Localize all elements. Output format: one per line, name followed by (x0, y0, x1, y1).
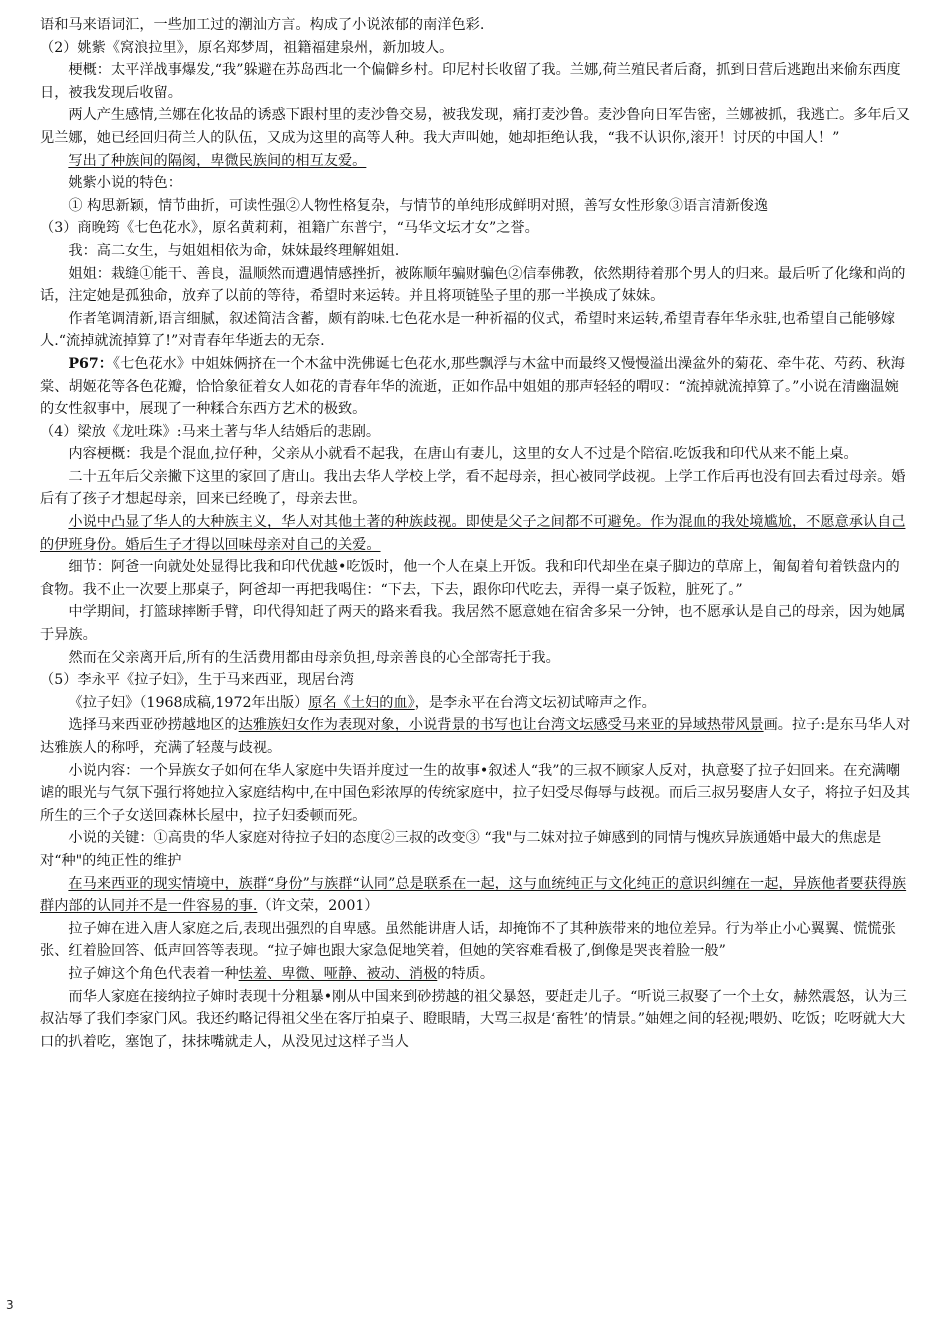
underlined-text: 达雅族妇女作为表现对象，小说背景的书写也让台湾文坛感受马来亚的异域热带风景 (238, 717, 764, 734)
paragraph: 小说内容：一个异族女子如何在华人家庭中失语并度过一生的故事•叙述人“我”的三叔不顾家人反对，执意娶了拉子妇回来。在充满嘲谑的眼光与气氛下强行将她拉入家庭结构中,在中国色彩浓厚的传统家庭中，拉子妇受尽侮辱与歧视。而后三叔另娶唐人女子，将拉子妇及其所生的三个子女送回森林长屋中，拉子妇委顿而死。 (40, 762, 910, 824)
section-heading-4: （4）梁放《龙吐珠》:马来土著与华人结婚后的悲剧。 (40, 423, 381, 440)
paragraph: 梗概：太平洋战事爆发,“我”躲避在苏岛西北一个偏僻乡村。印尼村长收留了我。兰娜,荷兰殖民者后裔，抓到日营后逃跑出来偷东西度日，被我发现后收留。 (40, 62, 901, 101)
paragraph: 细节：阿爸一向就处处显得比我和印代优越•吃饭时，他一个人在桌上开饭。我和印代却坐在桌子脚边的草席上，匍匐着旬着铁盘内的食物。我不止一次要上那桌子，阿爸却一再把我喝住：“下去，下去，跟你印代吃去，弄得一桌子饭粒，脏死了。” (40, 559, 900, 598)
paragraph (40, 714, 912, 759)
underlined-text: 怯羞、卑微、哑静、被动、消极 (238, 965, 438, 982)
section-heading-3: （3）商晚筠《七色花水》，原名黄莉莉，祖籍广东普宁，“马华文坛才女”之誉。 (40, 220, 539, 237)
paragraph (40, 873, 912, 918)
paragraph: 我：高二女生，与姐姐相依为命，妹妹最终理解姐姐. (68, 242, 400, 259)
paragraph-text: 的特质。 (437, 965, 495, 982)
paragraph: 内容梗概：我是个混血,拉仔种，父亲从小就看不起我，在唐山有妻儿，这里的女人不过是个陪宿.吃饭我和印代从来不能上桌。 (68, 446, 858, 463)
underlined-text: 写出了种族间的隔阂，卑微民族间的相互友爱。 (68, 152, 367, 169)
underlined-text: 在马来西亚的现实情境中，族群“身份”与族群“认同”总是联系在一起，这与血统纯正与文化纯正的意识纠缠在一起，异族他者要获得族群内部的认同并不是一件容易的事. (40, 875, 907, 915)
section-heading-5: （5）李永平《拉子妇》，生于马来西亚，现居台湾 (40, 672, 355, 689)
section-heading-2: （2）姚紫《窝浪拉里》，原名郑梦周，祖籍福建泉州，新加坡人。 (40, 39, 454, 56)
citation: （许文荣，2001） (257, 898, 379, 915)
paragraph-text: 《拉子妇》（1968成稿,1972年出版） (68, 694, 309, 711)
page-reference: P67： (68, 355, 113, 372)
text-line: 语和马来语词汇，一些加工过的潮汕方言。构成了小说浓郁的南洋色彩. (40, 17, 485, 33)
page-number: 3 (6, 1298, 14, 1312)
paragraph (40, 150, 912, 173)
paragraph: 然而在父亲离开后,所有的生活费用都由母亲负担,母亲善良的心全部寄托于我。 (68, 649, 560, 666)
paragraph: 中学期间，打篮球摔断手臂，印代得知赶了两天的路来看我。我居然不愿意她在宿舍多呆一分钟，也不愿承认是自己的母亲，因为她属于异族。 (40, 604, 906, 644)
paragraph (40, 353, 912, 421)
paragraph: 小说的关键：①高贵的华人家庭对待拉子妇的态度②三叔的改变③ “我"与二妹对拉子婶感到的同情与愧疚异族通婚中最大的焦虑是对“种"的纯正性的维护 (40, 830, 882, 869)
paragraph-text: 拉子婶这个角色代表着一种 (68, 965, 239, 982)
paragraph: ① 构思新颖，情节曲折，可读性强②人物性格复杂，与情节的单纯形成鲜明对照，善写女性形象③语言清新俊逸 (68, 197, 769, 214)
paragraph (40, 692, 912, 715)
paragraph: 拉子婶在进入唐人家庭之后,表现出强烈的自卑感。虽然能讲唐人话，却掩饰不了其种族带来的地位差异。行为举止小心翼翼、慌慌张张、红着脸回答、低声回答等表现。“拉子婶也跟大家急促地笑着，但她的笑容难看极了,倒像是哭丧着脸一般” (40, 920, 896, 960)
paragraph: 姚紫小说的特色： (68, 175, 182, 192)
paragraph: 作者笔调清新,语言细腻，叙述简洁含蓄，颇有韵味.七色花水是一种祈福的仪式，希望时来运转,希望青春年华永驻,也希望自己能够嫁人.“流掉就流掉算了!”对青春年华逝去的无奈. (40, 310, 896, 350)
paragraph (40, 963, 912, 986)
paragraph: 二十五年后父亲撇下这里的家回了唐山。我出去华人学校上学，看不起母亲，担心被同学歧视。上学工作后再也没有回去看过母亲。婚后有了孩子才想起母亲，回来已经晚了，母亲去世。 (40, 468, 906, 508)
underlined-text: 原名《土妇的血》 (308, 694, 415, 711)
underlined-text: 小说中凸显了华人的大种族主义，华人对其他土著的种族歧视。即使是父子之间都不可避免。作为混血的我处境尴尬，不愿意承认自己的伊班身份。婚后生子才得以回味母亲对自己的关爱。 (40, 514, 906, 553)
paragraph: 而华人家庭在接纳拉子婶时表现十分粗暴•刚从中国来到砂捞越的祖父暴怒，要赶走儿子。“听说三叔娶了一个土女，赫然震怒，认为三叔沾辱了我们李家门风。我还约略记得祖父坐在客厅拍桌子、瞪眼睛，大骂三叔是‘畜牲’的情景。”妯娌之间的轻视;喂奶、吃饭；吃呀就大大口的扒着吃，塞饱了，抹抹嘴就走人，从没见过这样子当人 (40, 988, 907, 1050)
paragraph-text: ，是李永平在台湾文坛初试啼声之作。 (414, 694, 656, 711)
paragraph-text: 画。拉子:是东马华人对达雅族人的称呼，充满了轻蔑与歧视。 (40, 717, 911, 756)
paragraph-text: 选择马来西亚砂捞越地区的 (68, 717, 239, 734)
paragraph: 姐姐：栽缝①能干、善良，温顺然而遭遇情感挫折，被陈顺年骗财骗色②信奉佛教，依然期待着那个男人的归来。最后听了化缘和尚的话，注定她是孤独命，放弃了以前的等待，希望时来运转。并且将项链坠子里的那一半换成了妹妹。 (40, 265, 906, 305)
paragraph-text: 《七色花水》中姐妹俩挤在一个木盆中洗佛诞七色花水,那些飘浮与木盆中而最终又慢慢溢出澡盆外的菊花、牵牛花、芍药、秋海棠、胡姬花等各色花瓣，恰恰象征着女人如花的青春年华的流逝，正如作品中姐姐的那声轻轻的喟叹：“流掉就流掉算了。”小说在清幽温婉的女性叙事中，展现了一种糅合东西方艺术的极致。 (40, 355, 905, 418)
paragraph (40, 511, 912, 556)
paragraph: 两人产生感情,兰娜在化妆品的诱惑下跟村里的麦沙鲁交易，被我发现，痛打麦沙鲁。麦沙鲁向日军告密，兰娜被抓，我逃亡。多年后又见兰娜，她已经回归荷兰人的队伍，又成为这里的高等人种。我大声叫她，她却拒绝认我，“我不认识你,滚开！讨厌的中国人！” (40, 107, 910, 146)
